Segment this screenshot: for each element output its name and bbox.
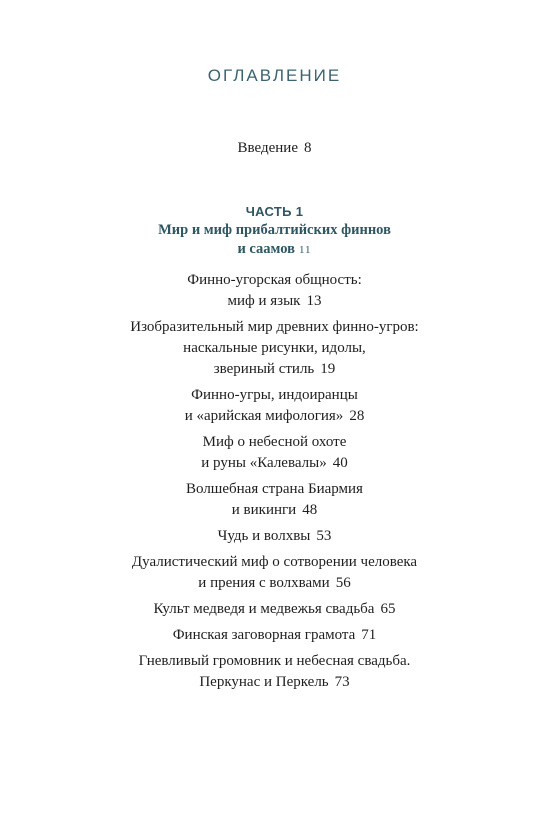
part-title-line: Мир и миф прибалтийских финнов [158, 222, 391, 238]
entry-title-line [0, 552, 549, 573]
toc-entry[interactable] [0, 526, 549, 547]
toc-entry[interactable] [0, 552, 549, 594]
entry-title-line [0, 359, 549, 380]
toc-entries [0, 270, 549, 698]
page-number: 8 [303, 140, 312, 156]
entry-title-line [0, 270, 549, 291]
page-number: 13 [306, 293, 322, 309]
page-number: 48 [302, 502, 318, 518]
entry-title: Культ медведя и медвежья свадьба [153, 601, 375, 617]
entry-title-line [0, 526, 549, 547]
toc-entry[interactable] [0, 479, 549, 521]
page-number: 28 [349, 408, 365, 424]
entry-title-line [0, 317, 549, 338]
toc-entry[interactable] [0, 385, 549, 427]
toc-entry[interactable] [0, 625, 549, 646]
toc-entry[interactable] [0, 599, 549, 620]
entry-title: наскальные рисунки, идолы, [183, 340, 366, 356]
entry-title: звериный стиль [213, 361, 315, 377]
entry-title-line [0, 338, 549, 359]
entry-title: и викинги [231, 502, 297, 518]
entry-title: Введение [237, 140, 298, 156]
entry-title: Гневливый громовник и небесная свадьба. [138, 653, 411, 669]
entry-title-line [0, 291, 549, 312]
page-number: 71 [361, 627, 377, 643]
entry-title-line [0, 625, 549, 646]
entry-title-line [0, 385, 549, 406]
page-number: 19 [320, 361, 336, 377]
entry-title-line [0, 651, 549, 672]
entry-title-line [0, 453, 549, 474]
page-number: 73 [334, 674, 350, 690]
entry-title: и прения с волхвами [198, 575, 330, 591]
entry-title: и руны «Калевалы» [201, 455, 327, 471]
part-heading[interactable] [0, 202, 549, 260]
toc-entry[interactable] [0, 270, 549, 312]
entry-title-line [0, 672, 549, 693]
entry-title: Волшебная страна Биармия [186, 481, 363, 497]
entry-title-line [0, 479, 549, 500]
entry-title: Миф о небесной охоте [202, 434, 347, 450]
toc-entry[interactable] [0, 432, 549, 474]
toc-entry[interactable] [0, 651, 549, 693]
page-number: 56 [335, 575, 351, 591]
entry-title-line [0, 432, 549, 453]
entry-title: миф и язык [227, 293, 301, 309]
page-number: 40 [332, 455, 348, 471]
toc-entry[interactable] [0, 317, 549, 380]
page-number: 65 [380, 601, 396, 617]
entry-title: Чудь и волхвы [217, 528, 311, 544]
entry-title: и «арийская мифология» [184, 408, 344, 424]
toc-title: ОГЛАВЛЕНИЕ [207, 66, 342, 85]
part-label: ЧАСТЬ 1 [245, 204, 304, 219]
entry-title-line [0, 406, 549, 427]
entry-title: Финно-угорская общность: [187, 272, 362, 288]
page-number: 11 [298, 244, 312, 256]
entry-title: Дуалистический миф о сотворении человека [131, 554, 418, 570]
page-number: 53 [316, 528, 332, 544]
entry-title: Финская заговорная грамота [172, 627, 356, 643]
entry-title: Финно-угры, индоиранцы [191, 387, 358, 403]
entry-title-line [0, 500, 549, 521]
part-title-line: и саамов [237, 241, 295, 257]
entry-title: Изобразительный мир древних финно-угров: [130, 319, 419, 335]
entry-title-line [0, 599, 549, 620]
entry-title-line [0, 573, 549, 594]
entry-title: Перкунас и Перкель [199, 674, 329, 690]
toc-entry-intro[interactable] [0, 140, 549, 157]
